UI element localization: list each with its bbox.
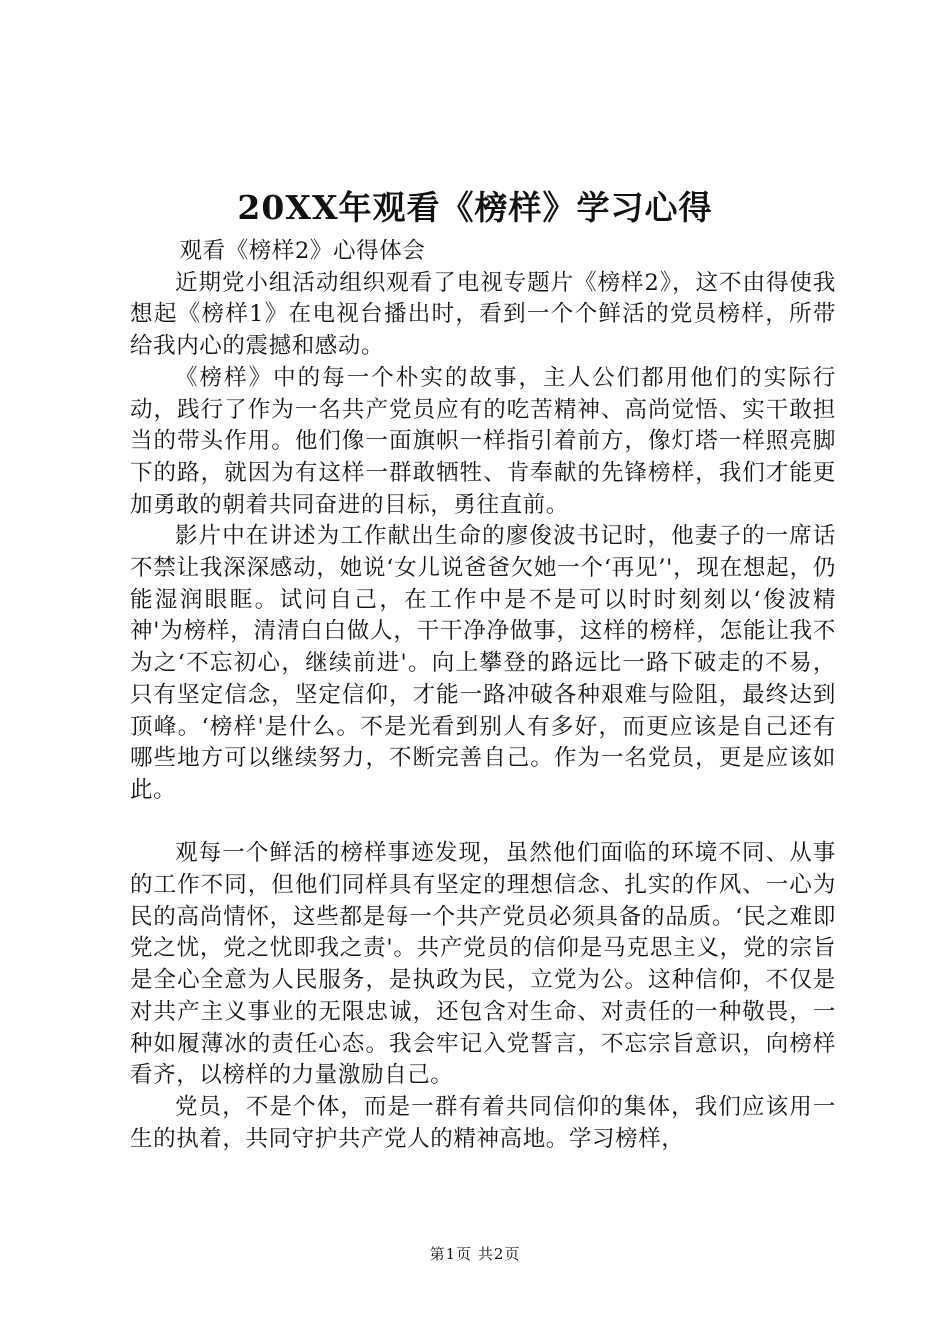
document-subtitle: 观看《榜样2》心得体会 xyxy=(179,238,426,264)
paragraph-3: 影片中在讲述为工作献出生命的廖俊波书记时，他妻子的一席话不禁让我深深感动，她说‘女儿说爸爸欠她一个‘再见’'，现在想起，仍能湿润眼眶。试问自己，在工作中是不是可以时时刻刻以‘俊波精神'为榜样，清清白白做人，干干净净做事，这样的榜样，怎能让我不为之‘不忘初心，继续前进'。向上攀登的路远比一路下破走的不易，只有坚定信念，坚定信仰，才能一路冲破各种艰难与险阻，最终达到顶峰。‘榜样'是什么。不是光看到别人有多好，而更应该是自己还有哪些地方可以继续努力，不断完善自己。作为一名党员，更是应该如此。 xyxy=(130,523,836,803)
document-title: 20XX年观看《榜样》学习心得 xyxy=(237,188,713,227)
paragraph-1: 近期党小组活动组织观看了电视专题片《榜样2》，这不由得使我想起《榜样1》在电视台播出时，看到一个个鲜活的党员榜样，所带给我内心的震撼和感动。 xyxy=(130,269,836,360)
paragraph-4: 观每一个鲜活的榜样事迹发现，虽然他们面临的环境不同、从事的工作不同，但他们同样具有坚定的理想信念、扎实的作风、一心为民的高尚情怀，这些都是每一个共产党员必须具备的品质。‘民之难即党之忧，党之忧即我之责'。共产党员的信仰是马克思主义，党的宗旨是全心全意为人民服务，是执政为民，立党为公。这种信仰，不仅是对共产主义事业的无限忠诚，还包含对生命、对责任的一种敬畏，一种如履薄冰的责任心态。我会牢记入党誓言，不忘宗旨意识，向榜样看齐，以榜样的力量激励自己。 xyxy=(130,840,836,1089)
page-number-footer: 第1页 共2页 xyxy=(429,1245,521,1263)
paragraph-2: 《榜样》中的每一个朴实的故事，主人公们都用他们的实际行动，践行了作为一名共产党员应有的吃苦精神、高尚觉悟、实干敢担当的带头作用。他们像一面旗帜一样指引着前方，像灯塔一样照亮脚下的路，就因为有这样一群敢牺牲、肯奉献的先锋榜样，我们才能更加勇敢的朝着共同奋进的目标，勇往直前。 xyxy=(130,364,836,518)
document-body xyxy=(130,236,836,1155)
paragraph-5: 党员，不是个体，而是一群有着共同信仰的集体，我们应该用一生的执着，共同守护共产党人的精神高地。学习榜样， xyxy=(130,1093,836,1152)
